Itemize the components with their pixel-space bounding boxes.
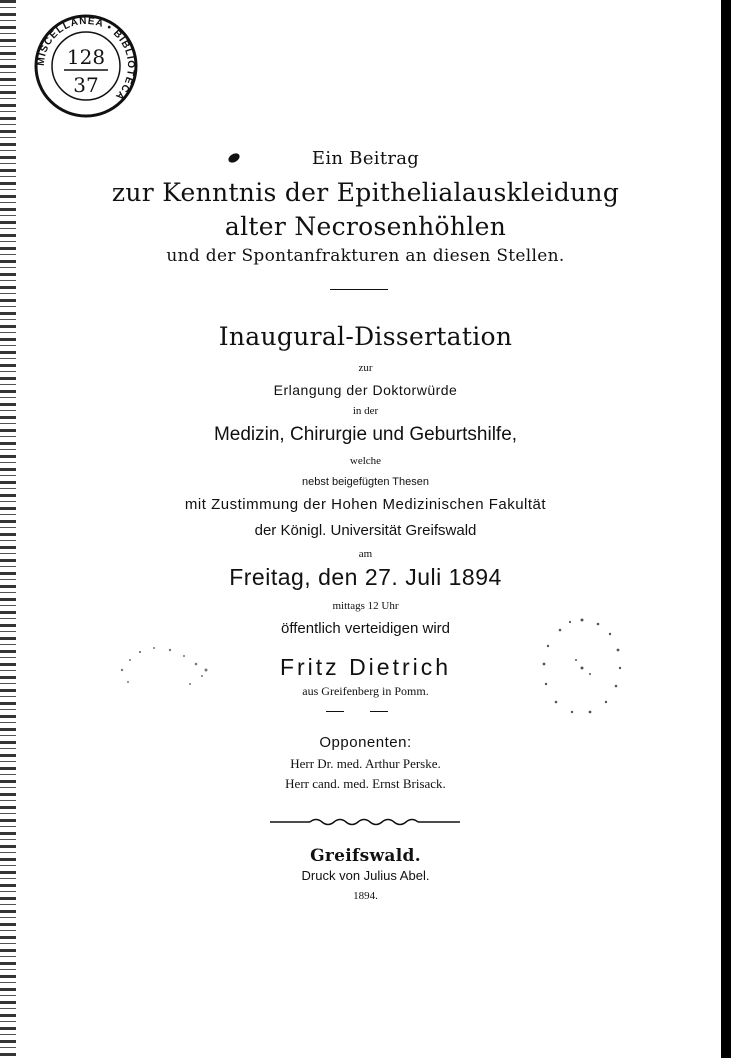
- dissertation-am: am: [358, 548, 373, 560]
- dissertation-date: Freitag, den 27. Juli 1894: [229, 564, 502, 590]
- title-line-1: Ein Beitrag: [311, 148, 420, 169]
- imprint-printer: Druck von Julius Abel.: [301, 868, 430, 883]
- dissertation-verteidigen: öffentlich verteidigen wird: [281, 620, 450, 637]
- short-dash-right: [370, 711, 388, 712]
- dissertation-fields: Medizin, Chirurgie und Geburtshilfe,: [213, 424, 518, 445]
- dissertation-in-der: in der: [352, 405, 379, 417]
- dissertation-welche: welche: [349, 455, 382, 467]
- short-dash-left: [326, 711, 344, 712]
- dissertation-erlangung: Erlangung der Doktorwürde: [273, 382, 458, 398]
- dissertation-zur: zur: [358, 362, 373, 374]
- ornamental-divider-icon: [270, 816, 460, 828]
- dissertation-zustimmung: mit Zustimmung der Hohen Medizinischen Fakultät: [184, 496, 547, 513]
- stamp-ring-text: MISCELLANEA • BIBLIOTECA: [35, 15, 137, 103]
- author-name: Fritz Dietrich: [279, 654, 452, 680]
- library-stamp: [30, 10, 142, 122]
- opponents-heading: Opponenten:: [319, 734, 412, 751]
- opponent-first: Herr Dr. med. Arthur Perske.: [290, 756, 441, 771]
- imprint-city: Greifswald.: [310, 846, 421, 866]
- title-divider: [330, 289, 388, 290]
- title-line-2: zur Kenntnis der Epithelialauskleidung: [111, 178, 620, 207]
- opponent-second: Herr cand. med. Ernst Brisack.: [285, 776, 446, 791]
- stamp-number-top: 128: [66, 45, 106, 69]
- imprint-year: 1894.: [353, 890, 378, 902]
- dissertation-heading: Inaugural-Dissertation: [218, 322, 513, 351]
- title-line-3: alter Necrosenhöhlen: [224, 212, 507, 241]
- dissertation-universitaet: der Königl. Universität Greifswald: [254, 522, 477, 539]
- title-line-4: und der Spontanfrakturen an diesen Stellen.: [166, 246, 565, 266]
- dissertation-thesen: nebst beigefügten Thesen: [301, 476, 429, 488]
- dissertation-time: mittags 12 Uhr: [332, 600, 399, 612]
- stamp-number-bottom: 37: [73, 73, 99, 97]
- author-origin: aus Greifenberg in Pomm.: [302, 684, 429, 698]
